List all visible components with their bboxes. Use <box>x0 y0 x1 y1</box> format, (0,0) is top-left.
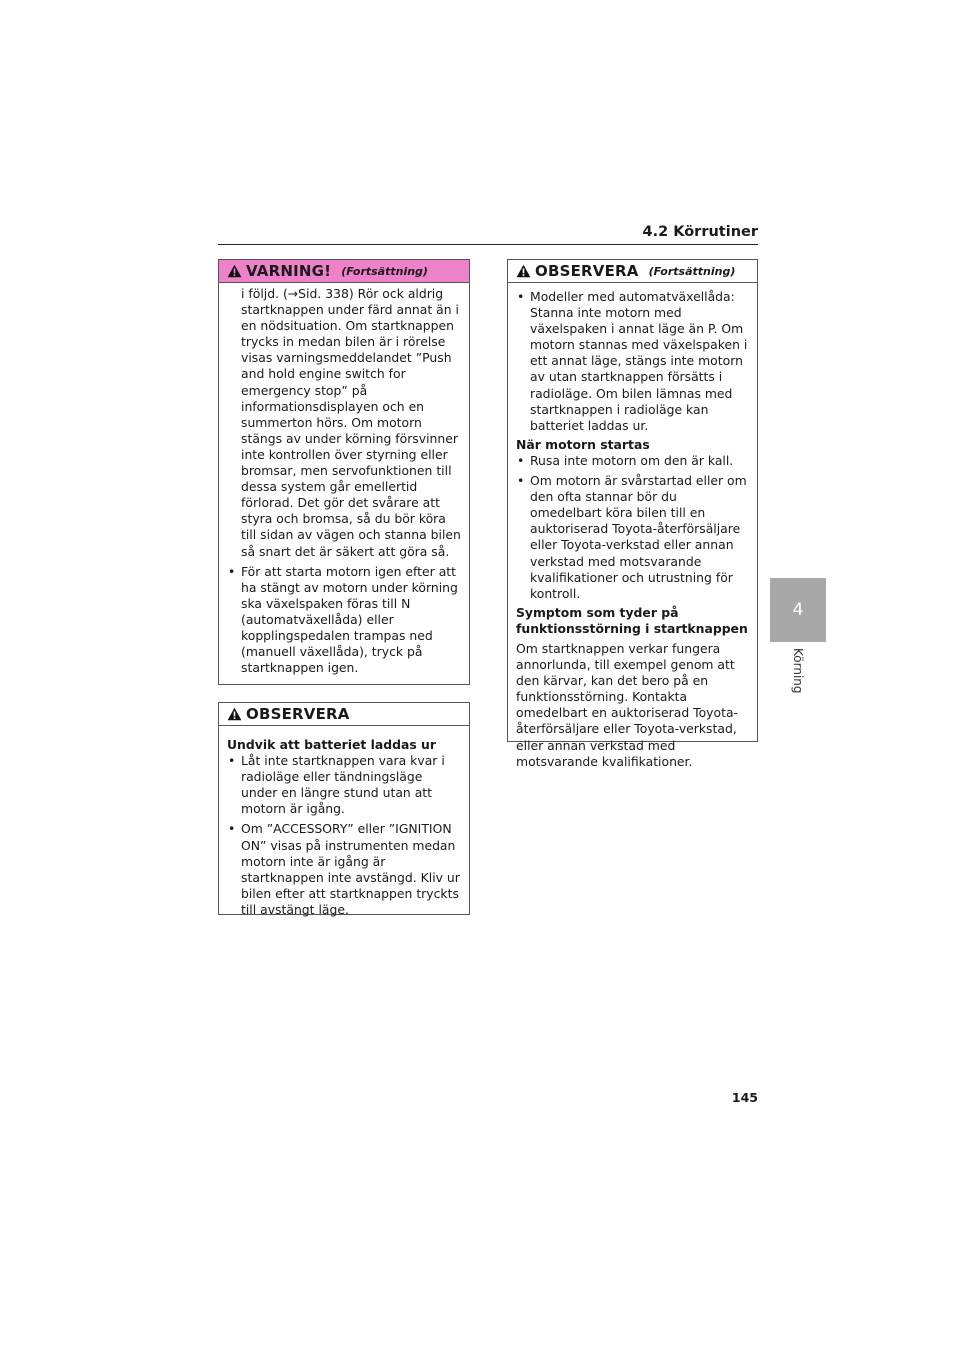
warning-bullet: • För att starta motorn igen efter att ha stängt av motorn under körning ska växelspaken föras till N (automatväxellåda) eller kopplingspedalen trampas ned (manuell växellåda), tryck på startknappen igen. <box>227 564 461 677</box>
notice-box-left-header <box>219 703 469 726</box>
notice-right-title: OBSERVERA <box>535 262 639 280</box>
notice-right-bullet: • Om motorn är svårstartad eller om den ofta stannar bör du omedelbart köra bilen till en auktoriserad Toyota-återförsäljare eller Toyota-verkstad eller annan verkstad med motsvarande kvalifikationer och utrustning för kontroll. <box>516 473 749 602</box>
notice-right-subheading-start: När motorn startas <box>516 436 650 452</box>
warning-continued: (Fortsättning) <box>341 264 428 278</box>
chapter-label <box>784 648 812 728</box>
notice-box-right <box>507 259 758 769</box>
notice-right-symptom-text: Om startknappen verkar fungera annorlunda, till exempel genom att den kärvar, kan det bero på en funktionsstörning. Kontakta omedelbart en auktoriserad Toyota-återförsäljare eller Toyota-verkstad, eller annan verkstad med motsvarande kvalifikationer. <box>516 640 739 769</box>
notice-box-right-header <box>508 260 757 283</box>
chapter-label-text: Körning <box>791 648 805 694</box>
warning-continuation-text: i följd. (→Sid. 338) Rör ock aldrig startknappen under färd annat än i en nödsituation. Om startknappen trycks in medan bilen är i rörelse visas varningsmeddelandet ”Push and hold engine switch for emergency stop” på informationsdisplayen och en summerton hörs. Om motorn stängs av under körning försvinner inte kontrollen över styrning eller bromsar, men servofunktionen till dessa system går emellertid förlorad. Det gör det svårare att styra och bromsa, så du bör köra till sidan av vägen och stanna bilen så snart det är säkert att göra så. <box>241 286 461 559</box>
notice-right-continued: (Fortsättning) <box>648 264 736 278</box>
warning-triangle-icon <box>227 707 242 721</box>
notice-right-subheading-symptom: Symptom som tyder på funktionsstörning i startknappen <box>516 604 748 636</box>
notice-left-bullet: • Låt inte startknappen vara kvar i radioläge eller tändningsläge under en längre stund utan att motorn är igång. <box>227 753 461 817</box>
notice-right-bullet: • Modeller med automatväxellåda: Stanna inte motorn med växelspaken i annat läge än P. Om motorn stannas med växelspaken i ett annat läge, stängs inte motorn av utan startknappen försätts i radioläge. Om bilen lämnas med startknappen i radioläge kan batteriet laddas ur. <box>516 289 749 434</box>
notice-right-bullet: • Rusa inte motorn om den är kall. <box>516 453 749 469</box>
warning-triangle-icon <box>227 264 242 278</box>
page-number: 145 <box>731 1090 758 1105</box>
notice-left-subheading: Undvik att batteriet laddas ur <box>227 737 436 752</box>
header-divider <box>218 244 758 245</box>
warning-triangle-icon <box>516 264 531 278</box>
chapter-number: 4 <box>792 600 804 620</box>
warning-box <box>218 259 470 685</box>
notice-left-title: OBSERVERA <box>246 705 350 723</box>
section-title: 4.2 Körrutiner <box>642 224 758 240</box>
notice-left-bullet: • Om ”ACCESSORY” eller ”IGNITION ON” visas på instrumenten medan motorn inte är igång är startknappen inte avstängd. Kliv ur bilen efter att startknappen tryckts till avstängt läge. <box>227 821 461 918</box>
warning-box-header <box>219 260 469 283</box>
chapter-tab <box>770 578 826 642</box>
warning-title: VARNING! <box>246 262 332 280</box>
notice-box-left <box>218 702 470 915</box>
